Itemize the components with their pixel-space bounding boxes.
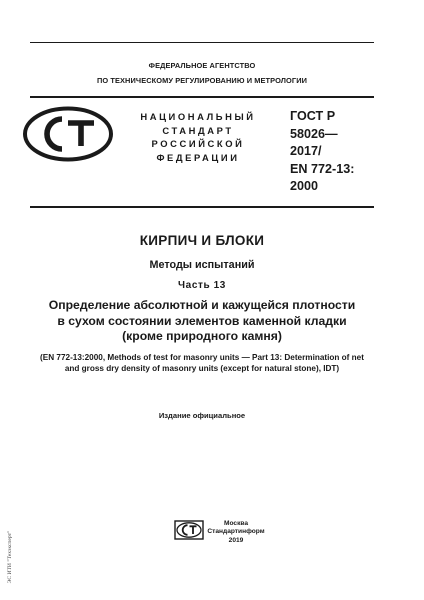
document-title: КИРПИЧ И БЛОКИ xyxy=(139,233,265,248)
agency-line-1: ФЕДЕРАЛЬНОЕ АГЕНТСТВО xyxy=(148,61,256,70)
gost-code-line: 2017/ xyxy=(290,144,322,159)
block-rule xyxy=(30,206,374,208)
document-part: Часть 13 xyxy=(178,280,226,291)
side-note-text: ЭС ИТИ "Техэксперт" xyxy=(7,530,13,584)
english-line: and gross dry density of masonry units (except for natural stone), IDT) xyxy=(64,364,340,374)
standard-line: РОССИЙСКОЙ xyxy=(151,138,245,150)
standard-line: НАЦИОНАЛЬНЫЙ xyxy=(140,111,256,122)
gost-code-line: EN 772-13: xyxy=(290,161,355,176)
standartinform-logo-icon xyxy=(174,520,204,540)
gost-code-line: 58026— xyxy=(290,126,338,141)
publisher-city: Москва xyxy=(223,520,249,527)
header-rule xyxy=(30,96,374,98)
gost-code-line: ГОСТ Р xyxy=(290,109,336,123)
standard-line: СТАНДАРТ xyxy=(162,124,234,136)
national-standard-label xyxy=(120,110,276,164)
gost-designation xyxy=(290,108,386,196)
official-edition-label: Издание официальное xyxy=(158,411,246,420)
gost-code-line: 2000 xyxy=(290,179,319,194)
description-line: Определение абсолютной и кажущейся плотности xyxy=(48,298,356,312)
standard-line: ФЕДЕРАЦИИ xyxy=(156,151,240,163)
agency-line-2: ПО ТЕХНИЧЕСКОМУ РЕГУЛИРОВАНИЮ И МЕТРОЛОГИИ xyxy=(96,76,308,85)
publisher-name: Стандартинформ xyxy=(207,528,265,536)
description-line: в сухом состоянии элементов каменной кладки xyxy=(57,313,347,328)
publisher-block xyxy=(204,520,268,545)
english-line: (EN 772-13:2000, Methods of test for masonry units — Part 13: Determination of net xyxy=(40,353,364,362)
side-watermark-note xyxy=(5,522,15,592)
publication-year: 2019 xyxy=(228,536,244,544)
document-description xyxy=(30,298,374,345)
top-rule xyxy=(30,42,374,43)
rst-certification-logo-icon xyxy=(22,106,114,162)
english-reference xyxy=(30,352,374,375)
document-subtitle: Методы испытаний xyxy=(149,259,255,271)
description-line: (кроме природного камня) xyxy=(122,329,282,344)
